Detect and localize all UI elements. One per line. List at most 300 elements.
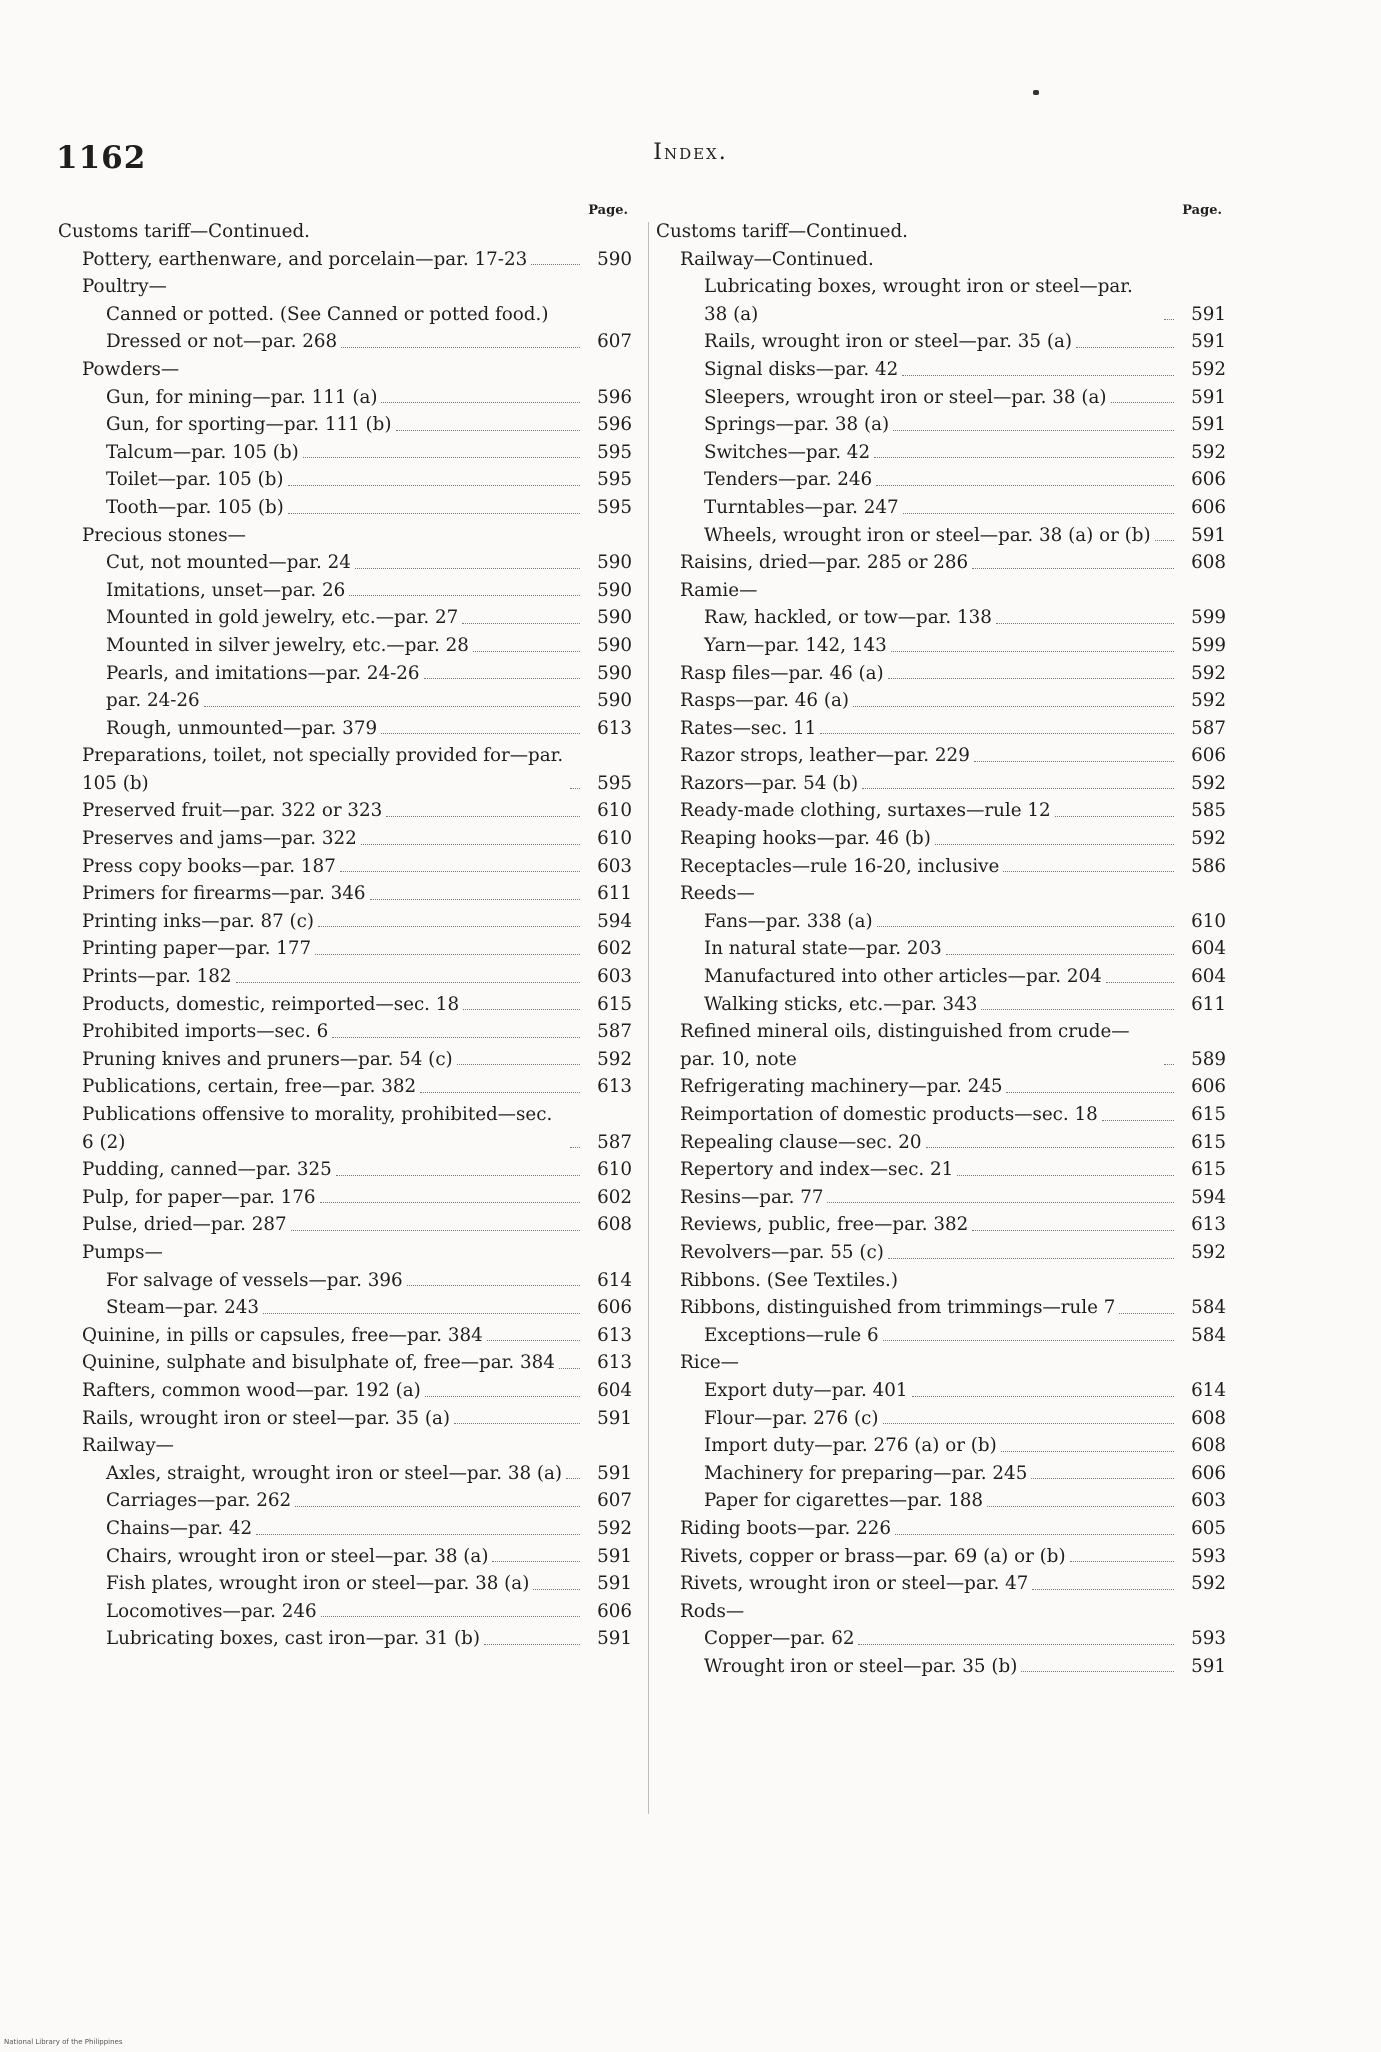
index-entry [656, 908, 1226, 936]
index-entry [58, 991, 632, 1019]
index-entry [656, 439, 1226, 467]
dot-leader [204, 706, 580, 707]
index-entry [58, 963, 632, 991]
index-entry-text: Sleepers, wrought iron or steel—par. 38 (a) [704, 386, 1107, 408]
dot-leader [381, 733, 580, 734]
index-entry-text: Turntables—par. 247 [704, 496, 899, 518]
dot-leader [288, 513, 580, 514]
index-entry-page: 592 [1191, 358, 1226, 380]
dot-leader [874, 457, 1174, 458]
index-entry-text: Customs tariff—Continued. [656, 221, 908, 242]
dot-leader [1006, 1092, 1174, 1093]
index-entry-text: Rails, wrought iron or steel—par. 35 (a) [82, 1407, 450, 1429]
index-entry [656, 825, 1226, 853]
index-entry-text: Rails, wrought iron or steel—par. 35 (a) [704, 331, 1072, 353]
dot-leader [570, 1147, 580, 1148]
index-entry [58, 1515, 632, 1543]
dot-leader [531, 264, 580, 265]
dot-leader [1119, 1313, 1174, 1314]
index-entry-text: Machinery for preparing—par. 245 [704, 1462, 1028, 1484]
dot-leader [912, 1396, 1174, 1397]
index-entry-page: 591 [1191, 303, 1226, 325]
index-entry-text: Resins—par. 77 [680, 1186, 824, 1208]
dot-leader [1155, 540, 1174, 541]
index-entry-text: Rice— [680, 1352, 739, 1374]
dot-leader [974, 761, 1174, 762]
index-entry-page: 596 [597, 386, 632, 408]
index-entry-text: Paper for cigarettes—par. 188 [704, 1490, 984, 1512]
dot-leader [876, 485, 1174, 486]
dot-leader [891, 651, 1174, 652]
index-entry [656, 246, 1226, 274]
index-entry-text: Rivets, wrought iron or steel—par. 47 [680, 1573, 1029, 1595]
dot-leader [492, 1561, 580, 1562]
index-entry [656, 1543, 1226, 1571]
index-entry [656, 384, 1226, 412]
index-entry [58, 1570, 632, 1598]
index-entry [656, 1294, 1226, 1322]
dot-leader [295, 1506, 580, 1507]
index-entry-text: Rivets, copper or brass—par. 69 (a) or (b) [680, 1545, 1066, 1567]
index-entry-text: Railway— [82, 1435, 174, 1457]
index-entry [656, 1101, 1226, 1129]
index-entry-page: 608 [597, 1214, 632, 1236]
index-entry [58, 1018, 632, 1046]
index-entry-page: 606 [1191, 745, 1226, 767]
index-entry-text: Carriages—par. 262 [106, 1490, 292, 1512]
index-entry-page: 610 [597, 1159, 632, 1181]
index-entry-page: 613 [1191, 1214, 1226, 1236]
dot-leader [1003, 871, 1174, 872]
index-entry-text: Mounted in silver jewelry, etc.—par. 28 [106, 634, 469, 656]
index-entry-page: 595 [597, 496, 632, 518]
index-entry [58, 825, 632, 853]
dot-leader [370, 899, 580, 900]
index-entry [656, 853, 1226, 881]
index-entry-text: Pulp, for paper—par. 176 [82, 1186, 316, 1208]
index-entry [656, 218, 1226, 246]
index-entry [58, 218, 632, 246]
dot-leader [349, 595, 580, 596]
index-entry-page: 591 [597, 1462, 632, 1484]
index-entry-text: Receptacles—rule 16-20, inclusive [680, 855, 1000, 877]
index-entry-page: 614 [597, 1269, 632, 1291]
index-entry [656, 522, 1226, 550]
index-entry-text: Preserved fruit—par. 322 or 323 [82, 800, 383, 822]
index-entry-text: Chains—par. 42 [106, 1517, 253, 1539]
dot-leader [935, 844, 1174, 845]
dot-leader [396, 430, 580, 431]
index-entry-text: Riding boots—par. 226 [680, 1517, 892, 1539]
dot-leader [946, 954, 1174, 955]
index-entry [656, 742, 1226, 770]
index-entry-page: 591 [1191, 386, 1226, 408]
index-entry-text: Refined mineral oils, distinguished from crude—par. 10, note [680, 1021, 1130, 1070]
dot-leader [862, 788, 1174, 789]
index-entry-page: 606 [1191, 496, 1226, 518]
index-entry [58, 1432, 632, 1460]
dot-leader [288, 485, 580, 486]
index-entry [58, 715, 632, 743]
index-entry [58, 1322, 632, 1350]
index-entry-text: Razors—par. 54 (b) [680, 772, 859, 794]
index-entry-page: 606 [1191, 469, 1226, 491]
dot-leader [336, 1175, 580, 1176]
index-entry-text: Talcum—par. 105 (b) [106, 441, 299, 463]
index-entry-page: 584 [1191, 1324, 1226, 1346]
index-entry-page: 606 [597, 1600, 632, 1622]
index-entry-page: 592 [1191, 772, 1226, 794]
index-entry-text: Wrought iron or steel—par. 35 (b) [704, 1655, 1018, 1677]
index-entry [58, 328, 632, 356]
index-entry-page: 602 [597, 938, 632, 960]
index-entry [58, 1184, 632, 1212]
index-entry [656, 687, 1226, 715]
index-entry-text: Wheels, wrought iron or steel—par. 38 (a) or (b) [704, 524, 1151, 546]
index-entry [656, 1239, 1226, 1267]
dot-leader [902, 375, 1174, 376]
index-entry-text: Precious stones— [82, 524, 246, 546]
index-entry [58, 935, 632, 963]
index-entry-text: Tooth—par. 105 (b) [106, 496, 284, 518]
index-entry-page: 593 [1191, 1628, 1226, 1650]
index-entry-page: 595 [597, 441, 632, 463]
index-entry [656, 1018, 1226, 1073]
dot-leader [888, 678, 1174, 679]
index-entry-text: Preserves and jams—par. 322 [82, 828, 357, 850]
index-entry-page: 590 [597, 690, 632, 712]
index-entry-text: Fans—par. 338 (a) [704, 910, 873, 932]
index-entry-text: Pumps— [82, 1241, 163, 1263]
index-entry-page: 592 [597, 1517, 632, 1539]
index-entry [58, 494, 632, 522]
index-entry [58, 301, 632, 329]
index-entry-page: 604 [1191, 938, 1226, 960]
index-entry [58, 411, 632, 439]
index-entry-text: Walking sticks, etc.—par. 343 [704, 993, 978, 1015]
index-entry [58, 1349, 632, 1377]
dot-leader [877, 926, 1174, 927]
dot-leader [361, 844, 580, 845]
index-entry [58, 1625, 632, 1653]
index-entry [656, 1570, 1226, 1598]
page-column-label: Page. [1182, 203, 1222, 218]
index-entry [656, 328, 1226, 356]
dot-leader [291, 1230, 580, 1231]
index-entry [656, 1405, 1226, 1433]
dot-leader [820, 733, 1174, 734]
index-entry [58, 908, 632, 936]
index-entry-page: 594 [597, 910, 632, 932]
index-column-right [656, 204, 1226, 1680]
index-entry [656, 549, 1226, 577]
index-entry-page: 603 [597, 966, 632, 988]
index-entry-text: Rafters, common wood—par. 192 (a) [82, 1379, 421, 1401]
index-entry [58, 1239, 632, 1267]
index-entry [58, 522, 632, 550]
index-entry-page: 591 [1191, 414, 1226, 436]
index-entry-page: 595 [597, 469, 632, 491]
index-entry [58, 853, 632, 881]
index-entry-page: 602 [597, 1186, 632, 1208]
dot-leader [263, 1313, 580, 1314]
dot-leader [318, 926, 580, 927]
index-entry [656, 466, 1226, 494]
index-entry [58, 1598, 632, 1626]
dot-leader [425, 1396, 580, 1397]
dot-leader [570, 788, 580, 789]
index-entry-page: 587 [597, 1021, 632, 1043]
dot-leader [463, 1009, 580, 1010]
index-entry-page: 603 [1191, 1490, 1226, 1512]
dot-leader [858, 1644, 1174, 1645]
index-entry-text: Publications, certain, free—par. 382 [82, 1076, 417, 1098]
index-entry-page: 592 [1191, 1573, 1226, 1595]
dot-leader [566, 1478, 580, 1479]
index-entry-text: Cut, not mounted—par. 24 [106, 552, 351, 574]
dot-leader [1164, 319, 1174, 320]
dot-leader [888, 1258, 1174, 1259]
index-entry [656, 411, 1226, 439]
index-entry [58, 797, 632, 825]
index-entry [58, 660, 632, 688]
index-entry-page: 591 [1191, 524, 1226, 546]
index-entry [58, 742, 632, 797]
index-entry-page: 592 [1191, 441, 1226, 463]
index-entry-text: Lubricating boxes, wrought iron or steel—par. 38 (a) [704, 276, 1133, 325]
dot-leader [1055, 816, 1174, 817]
index-entry-page: 584 [1191, 1297, 1226, 1319]
index-entry-page: 591 [597, 1407, 632, 1429]
dot-leader [926, 1147, 1174, 1148]
index-entry [656, 1625, 1226, 1653]
index-entry-text: Press copy books—par. 187 [82, 855, 336, 877]
index-entry-page: 593 [1191, 1545, 1226, 1567]
index-entry [656, 1211, 1226, 1239]
index-entry [656, 715, 1226, 743]
index-entry [656, 604, 1226, 632]
index-entry-text: Ramie— [680, 579, 758, 601]
index-entry-page: 591 [1191, 331, 1226, 353]
index-entry-page: 604 [597, 1379, 632, 1401]
dot-leader [462, 623, 580, 624]
index-entry [656, 1377, 1226, 1405]
index-entry [656, 1653, 1226, 1681]
index-entry-page: 591 [597, 1545, 632, 1567]
dot-leader [996, 623, 1174, 624]
index-entry-text: Repertory and index—sec. 21 [680, 1159, 954, 1181]
index-entry-text: For salvage of vessels—par. 396 [106, 1269, 403, 1291]
dot-leader [355, 568, 580, 569]
index-entry [656, 880, 1226, 908]
index-entry-text: Quinine, sulphate and bisulphate of, free—par. 384 [82, 1352, 555, 1374]
index-entry-text: Prohibited imports—sec. 6 [82, 1021, 329, 1043]
index-entry-text: Pulse, dried—par. 287 [82, 1214, 287, 1236]
index-entry-page: 594 [1191, 1186, 1226, 1208]
dot-leader [883, 1340, 1174, 1341]
dot-leader [473, 651, 580, 652]
index-entry [656, 1184, 1226, 1212]
index-entry [58, 1267, 632, 1295]
index-entry-page: 592 [1191, 690, 1226, 712]
index-entry-text: Copper—par. 62 [704, 1628, 855, 1650]
index-entry-page: 592 [597, 1048, 632, 1070]
dot-leader [1106, 982, 1174, 983]
index-entry-text: In natural state—par. 203 [704, 938, 942, 960]
dot-leader [484, 1644, 580, 1645]
index-entry [656, 1460, 1226, 1488]
index-entry-text: Pruning knives and pruners—par. 54 (c) [82, 1048, 453, 1070]
index-entry-page: 605 [1191, 1517, 1226, 1539]
index-entry-page: 608 [1191, 552, 1226, 574]
index-entry [58, 439, 632, 467]
index-entry-text: Reeds— [680, 883, 755, 905]
index-entry-text: Preparations, toilet, not specially provided for—par. 105 (b) [82, 745, 564, 794]
index-entry-text: Canned or potted. (See Canned or potted food.) [106, 303, 549, 325]
index-entry [656, 632, 1226, 660]
index-entry-text: Tenders—par. 246 [704, 469, 873, 491]
index-entry-page: 587 [597, 1131, 632, 1153]
index-entry [58, 1073, 632, 1101]
index-entry [656, 1322, 1226, 1350]
index-entry-page: 606 [1191, 1076, 1226, 1098]
index-entry [656, 963, 1226, 991]
dot-leader [903, 513, 1174, 514]
index-entry-page: 610 [597, 800, 632, 822]
dot-leader [1111, 402, 1175, 403]
index-entry-page: 591 [597, 1628, 632, 1650]
index-entry-page: 592 [1191, 662, 1226, 684]
dot-leader [1070, 1561, 1174, 1562]
dot-leader [424, 678, 580, 679]
index-entry [656, 1432, 1226, 1460]
index-entry-text: Rasp files—par. 46 (a) [680, 662, 884, 684]
index-entry-text: Raisins, dried—par. 285 or 286 [680, 552, 969, 574]
index-entry [656, 1598, 1226, 1626]
index-entry-text: Exceptions—rule 6 [704, 1324, 879, 1346]
index-entry-text: Ready-made clothing, surtaxes—rule 12 [680, 800, 1051, 822]
index-entry-page: 590 [597, 607, 632, 629]
index-entry [656, 1267, 1226, 1295]
index-entry [58, 1405, 632, 1433]
dot-leader [972, 1230, 1174, 1231]
index-entry-text: Powders— [82, 358, 180, 380]
index-entry-text: Pearls, and imitations—par. 24-26 [106, 662, 420, 684]
dot-leader [1164, 1064, 1174, 1065]
dot-leader [1102, 1120, 1174, 1121]
index-entry-page: 608 [1191, 1407, 1226, 1429]
index-entry-text: Lubricating boxes, cast iron—par. 31 (b) [106, 1628, 480, 1650]
index-entry-page: 606 [1191, 1462, 1226, 1484]
index-entry-page: 599 [1191, 607, 1226, 629]
index-entry-page: 611 [1191, 993, 1226, 1015]
index-entry-page: 587 [1191, 717, 1226, 739]
dot-leader [883, 1423, 1175, 1424]
index-entry-page: 586 [1191, 855, 1226, 877]
dot-leader [981, 1009, 1174, 1010]
index-entry-text: Ribbons, distinguished from trimmings—rule 7 [680, 1297, 1116, 1319]
index-entry-page: 606 [597, 1297, 632, 1319]
index-entry-page: 604 [1191, 966, 1226, 988]
index-entry-page: 613 [597, 1076, 632, 1098]
index-entry-text: Toilet—par. 105 (b) [106, 469, 284, 491]
dot-leader [386, 816, 580, 817]
index-entry [58, 687, 632, 715]
index-entry-text: Pudding, canned—par. 325 [82, 1159, 332, 1181]
dot-leader [533, 1589, 580, 1590]
column-divider [648, 222, 649, 1814]
index-entry-text: Gun, for mining—par. 111 (a) [106, 386, 378, 408]
footer-credit: National Library of the Philippines [4, 2038, 123, 2046]
index-entry [656, 494, 1226, 522]
index-entry [656, 1129, 1226, 1157]
index-entry-text: Razor strops, leather—par. 229 [680, 745, 970, 767]
dot-leader [1021, 1671, 1174, 1672]
index-entry-text: Export duty—par. 401 [704, 1379, 908, 1401]
dot-leader [853, 706, 1174, 707]
index-list-left [58, 218, 632, 1653]
dot-leader [332, 1037, 580, 1038]
index-entry-text: Quinine, in pills or capsules, free—par. 384 [82, 1324, 483, 1346]
index-entry-text: Locomotives—par. 246 [106, 1600, 317, 1622]
index-entry-page: 590 [597, 552, 632, 574]
dot-leader [1076, 347, 1174, 348]
index-entry-page: 613 [597, 1324, 632, 1346]
index-entry-page: 610 [597, 828, 632, 850]
dot-leader [340, 871, 580, 872]
index-entry [58, 880, 632, 908]
index-entry [656, 1073, 1226, 1101]
index-entry [58, 1156, 632, 1184]
index-entry-text: Dressed or not—par. 268 [106, 331, 338, 353]
index-entry-text: Products, domestic, reimported—sec. 18 [82, 993, 460, 1015]
index-entry [58, 1046, 632, 1074]
index-entry [58, 632, 632, 660]
index-entry [58, 466, 632, 494]
index-entry-text: Reaping hooks—par. 46 (b) [680, 828, 931, 850]
index-entry-page: 590 [597, 634, 632, 656]
index-entry [58, 1294, 632, 1322]
index-entry-page: 590 [597, 662, 632, 684]
index-entry-page: 607 [597, 331, 632, 353]
index-entry [58, 549, 632, 577]
dot-leader [256, 1534, 580, 1535]
index-entry-page: 607 [597, 1490, 632, 1512]
index-entry-text: Switches—par. 42 [704, 441, 871, 463]
index-entry-page: 613 [597, 717, 632, 739]
index-entry-text: Printing inks—par. 87 (c) [82, 910, 315, 932]
dot-leader [487, 1340, 580, 1341]
dot-leader [1031, 1478, 1174, 1479]
index-entry-page: 614 [1191, 1379, 1226, 1401]
index-entry-page: 608 [1191, 1435, 1226, 1457]
index-entry-text: Raw, hackled, or tow—par. 138 [704, 607, 992, 629]
dot-leader [454, 1423, 580, 1424]
index-entry-text: Customs tariff—Continued. [58, 221, 310, 242]
index-entry [656, 273, 1226, 328]
index-entry [58, 1487, 632, 1515]
index-entry-text: Gun, for sporting—par. 111 (b) [106, 414, 392, 436]
index-entry-text: Reviews, public, free—par. 382 [680, 1214, 969, 1236]
index-entry-text: Manufactured into other articles—par. 204 [704, 966, 1102, 988]
index-entry-text: Yarn—par. 142, 143 [704, 634, 887, 656]
index-entry-page: 603 [597, 855, 632, 877]
index-entry-text: Rasps—par. 46 (a) [680, 690, 850, 712]
index-entry-text: Primers for firearms—par. 346 [82, 883, 366, 905]
index-entry-text: Import duty—par. 276 (a) or (b) [704, 1435, 997, 1457]
index-entry [58, 1211, 632, 1239]
index-entry-page: 591 [597, 1573, 632, 1595]
